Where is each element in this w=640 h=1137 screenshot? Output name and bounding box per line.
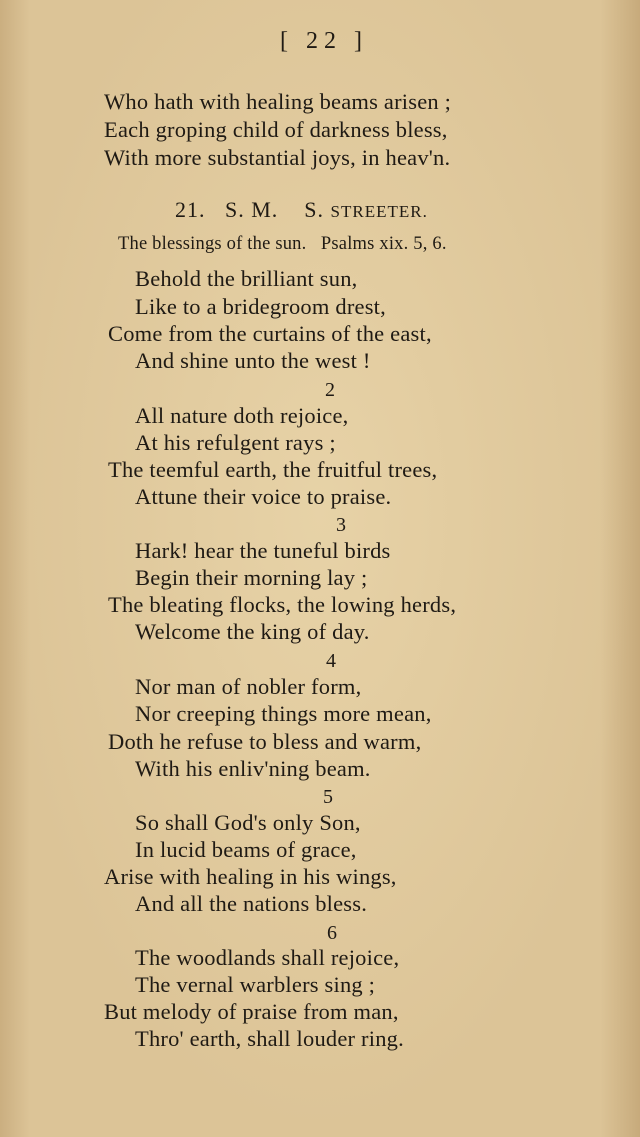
verse-line: At his refulgent rays ; [135, 430, 336, 455]
opening-line: With more substantial joys, in heav'n. [104, 145, 451, 170]
verse-line: The teemful earth, the fruitful trees, [108, 457, 438, 482]
verse-line: The bleating flocks, the lowing herds, [108, 592, 457, 617]
scripture-reference: Psalms xix. 5, 6. [320, 234, 447, 254]
verse-line: And all the nations bless. [135, 891, 368, 916]
author-surname: STREETER. [330, 202, 428, 221]
verse-line: The vernal warblers sing ; [135, 972, 376, 997]
stanza-number: 3 [336, 514, 347, 536]
verse-line: But melody of praise from man, [104, 999, 399, 1024]
verse-line: All nature doth rejoice, [135, 403, 349, 428]
stanza-number: 2 [325, 379, 336, 401]
verse-line: Welcome the king of day. [135, 619, 370, 644]
verse-line: Like to a bridegroom drest, [135, 294, 386, 319]
verse-line: Come from the curtains of the east, [108, 321, 432, 346]
verse-line: Doth he refuse to bless and warm, [108, 729, 422, 754]
verse-line: Thro' earth, shall louder ring. [135, 1026, 404, 1051]
verse-line: In lucid beams of grace, [135, 837, 357, 862]
verse-line: So shall God's only Son, [135, 810, 361, 835]
hymn-number: 21. [175, 197, 206, 222]
verse-line: Behold the brilliant sun, [135, 266, 358, 291]
verse-line: The woodlands shall rejoice, [135, 945, 400, 970]
verse-line: And shine unto the west ! [135, 348, 371, 373]
hymn-header [175, 196, 428, 225]
verse-line: Nor man of nobler form, [135, 674, 362, 699]
verse-line: Attune their voice to praise. [135, 484, 392, 509]
opening-line: Who hath with healing beams arisen ; [104, 89, 452, 114]
hymn-meter: S. M. [225, 197, 279, 222]
stanza-number: 4 [326, 650, 337, 672]
verse-line: Begin their morning lay ; [135, 565, 368, 590]
verse-line: Hark! hear the tuneful birds [135, 538, 391, 563]
page-number: [ 22 ] [280, 28, 368, 54]
opening-line: Each groping child of darkness bless, [104, 117, 448, 142]
stanza-number: 5 [323, 786, 334, 808]
verse-line: Nor creeping things more mean, [135, 701, 432, 726]
stanza-number: 6 [327, 922, 338, 944]
author-initial: S. [304, 197, 331, 222]
hymn-subtitle-row [118, 231, 447, 258]
verse-line: Arise with healing in his wings, [104, 864, 397, 889]
hymn-subtitle: The blessings of the sun. [118, 234, 307, 254]
verse-line: With his enliv'ning beam. [135, 756, 371, 781]
